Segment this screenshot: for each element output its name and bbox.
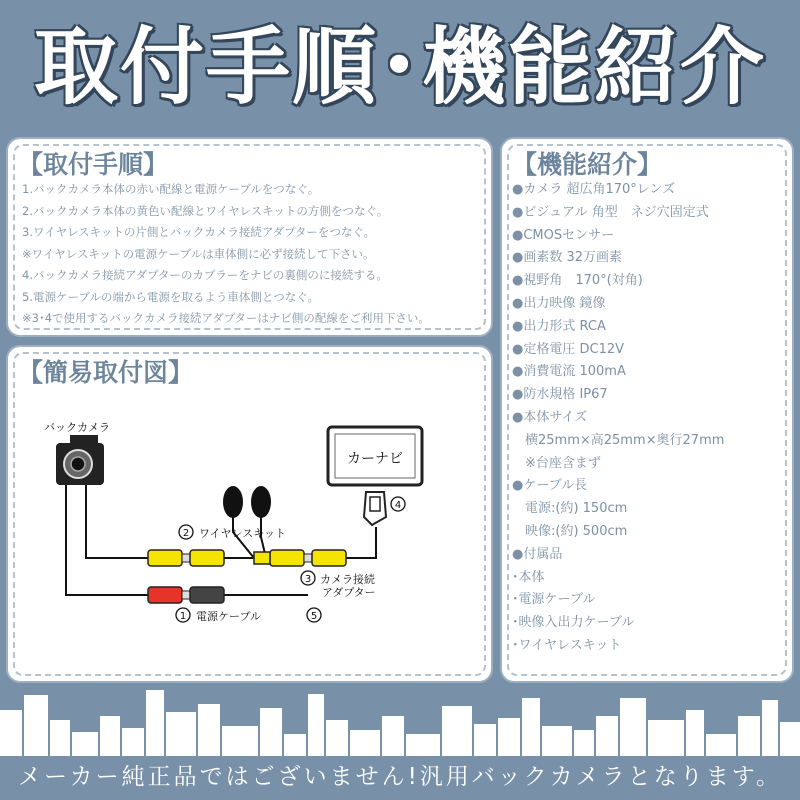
yellow-rca-pair-2 [270, 550, 346, 566]
power-connector-pair [148, 587, 224, 603]
feature-item: ●出力形式 RCA [512, 318, 606, 334]
wireless-unit-1 [223, 486, 243, 518]
footer-notice: メーカー純正品ではございません!汎用バックカメラとなります。 [18, 764, 782, 790]
power-wire [66, 485, 148, 595]
marker-5 [307, 608, 321, 622]
marker-1 [176, 608, 190, 622]
svg-text:3: 3 [304, 574, 312, 585]
features-list [512, 179, 792, 658]
feature-item: ●ビジュアル 角型 ネジ穴固定式 [512, 204, 709, 220]
feature-item: ●消費電流 100mA [512, 364, 626, 380]
navi-label: カーナビ [347, 451, 403, 467]
feature-item: ●付属品 [512, 546, 563, 562]
adapter-label-line-1: カメラ接続 [320, 573, 375, 586]
yellow-rca-pair-1 [148, 550, 224, 566]
accessory-item: ･ワイヤレスキット [512, 637, 622, 653]
adapter-wire [346, 527, 376, 558]
power-cable-label: 電源ケーブル [196, 610, 262, 623]
feature-item: ●定格電圧 DC12V [512, 341, 624, 357]
procedure-panel [6, 137, 493, 337]
navi-coupler [364, 492, 386, 525]
adapter-label-line-2: アダプター [322, 586, 376, 599]
wireless-unit-2 [251, 486, 271, 518]
marker-3 [301, 571, 315, 585]
diagram-heading: 【簡易取付図】 [18, 358, 194, 387]
feature-detail: 映像:(約) 500cm [512, 523, 628, 539]
procedure-step: 2.バックカメラ本体の黄色い配線とワイヤレスキットの方側をつなぐ。 [22, 203, 389, 218]
feature-detail: 横25mm×高25mm×奥行27mm [512, 432, 725, 448]
feature-item: ●視野角 170°(対角) [512, 273, 643, 289]
procedure-list [22, 179, 492, 330]
procedure-step: 1.バックカメラ本体の赤い配線と電源ケーブルをつなぐ。 [22, 182, 320, 196]
procedure-note: ※ワイヤレスキットの電源ケーブルは車体側に必ず接続して下さい。 [22, 246, 375, 261]
accessory-item: ･本体 [512, 569, 545, 585]
video-wire [86, 485, 148, 558]
accessory-item: ･電源ケーブル [512, 592, 596, 608]
feature-item: ●出力映像 鏡像 [512, 295, 606, 311]
feature-item: ●CMOSセンサー [512, 227, 615, 243]
marker-4 [391, 497, 405, 511]
svg-text:5: 5 [310, 611, 318, 622]
feature-item: ●本体サイズ [512, 409, 588, 425]
feature-detail: ※台座含まず [512, 455, 601, 471]
procedure-note: ※3･4で使用するバックカメラ接続アダプターはナビ側の配線をご利用下さい。 [22, 311, 430, 325]
procedure-step: 4.バックカメラ接続アダプターのカプラーをナビの裏側のに接続する。 [22, 268, 388, 282]
marker-2 [179, 525, 193, 539]
camera-label: バックカメラ [44, 421, 110, 434]
feature-item: ●ケーブル長 [512, 478, 588, 494]
svg-text:2: 2 [182, 528, 190, 539]
procedure-heading: 【取付手順】 [18, 150, 169, 179]
svg-text:1: 1 [179, 611, 187, 622]
procedure-step: 3.ワイヤレスキットの片側とバックカメラ接続アダプターをつなぐ。 [22, 225, 376, 239]
wiring-diagram [8, 347, 495, 685]
page-title: 取付手順･機能紹介 [33, 18, 766, 116]
feature-item: ●画素数 32万画素 [512, 250, 623, 266]
car-navi [328, 427, 422, 485]
procedure-step: 5.電源ケーブルの端から電源を取るよう車体側とつなぐ。 [22, 289, 319, 304]
back-camera [56, 435, 104, 485]
wireless-kit-label: ワイヤレスキット [199, 527, 287, 540]
yellow-rca-joint [254, 552, 270, 564]
accessory-item: ･映像入出力ケーブル [512, 615, 635, 631]
feature-detail: 電源:(約) 150cm [512, 501, 628, 517]
features-panel [500, 137, 794, 683]
diagram-panel [6, 345, 493, 683]
features-heading: 【機能紹介】 [512, 150, 663, 179]
feature-item: ●カメラ 超広角170°レンズ [512, 182, 676, 197]
svg-text:4: 4 [394, 500, 402, 511]
feature-item: ●防水規格 IP67 [512, 387, 608, 403]
